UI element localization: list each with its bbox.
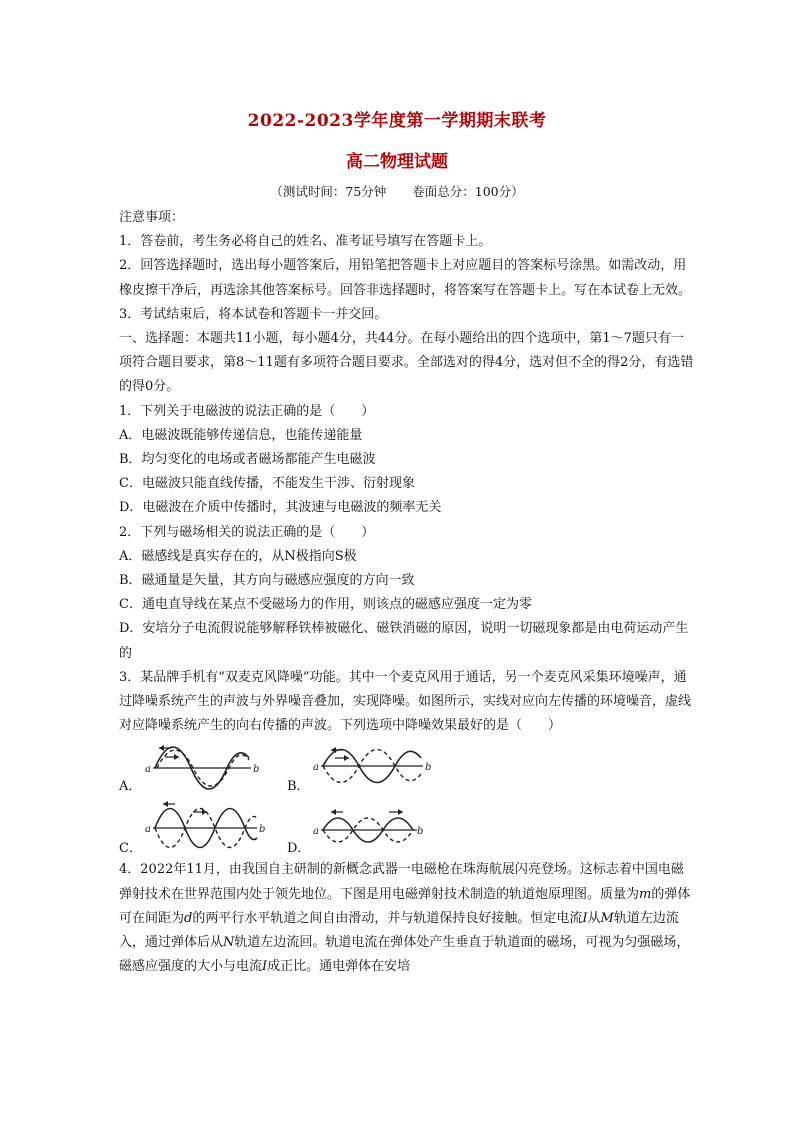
q4-var-d: d: [184, 910, 193, 926]
q1-option-b: B．均匀变化的电场或者磁场都能产生电磁波: [119, 452, 376, 468]
notice-item-2: 2．回答选择题时，选出每小题答案后，用铅笔把答题卡上对应题目的答案标号涂黑。如需改动，用橡皮擦干净后，再选涂其他答案标号。回答非选择题时，将答案写在答题卡上。写在本试卷上无效。: [119, 258, 692, 298]
point-b-label: b: [259, 824, 266, 836]
point-a-label: a: [313, 826, 319, 838]
q4-var-i: I: [582, 910, 588, 926]
point-a-label: a: [145, 824, 151, 836]
point-b-label: b: [417, 826, 424, 838]
q3-option-c-label: C．: [119, 841, 142, 857]
q3-stem: 3．某品牌手机有“双麦克风降噪”功能。其中一个麦克风用于通话，另一个麦克风采集环境噪声，通过降噪系统产生的声波与外界噪音叠加，实现降噪。如图所示，实线对应向左传播的环境噪音，虚线对应降噪系统产生的向右传播的声波。下列选项中降噪效果最好的是（ ）: [119, 669, 692, 734]
exam-subject: 高二物理试题: [346, 152, 448, 172]
q4-text-2: 的弹体可在间距为: [119, 886, 691, 926]
exam-meta: [0, 182, 794, 200]
q4-var-m-rail: M: [600, 910, 614, 926]
q4-text-1: 4．2022年11月，由我国自主研制的新概念武器一电磁枪在珠海航展闪亮登场。这标志着中国电磁弹射技术在世界范围内处于领先地位。下图是用电磁弹射技术制造的轨道炮原理图。质量为: [119, 862, 684, 902]
q3-option-b-label: B．: [287, 779, 310, 795]
point-a-label: a: [145, 764, 151, 776]
q3-figure-row-ab: [119, 738, 694, 796]
q4-text-3: 的两平行水平轨道之间自由滑动，并与轨道保持良好接触。恒定电流: [192, 910, 583, 926]
q4-text-7: 成正比。通电弹体在安培: [267, 959, 411, 975]
q3-option-b-wave-figure: [313, 742, 433, 794]
notice-item-3: 3．考试结束后，将本试卷和答题卡一并交回。: [119, 306, 388, 322]
notice-heading: 注意事项：: [119, 210, 185, 225]
test-time: （测试时间：75分钟: [270, 184, 387, 199]
section-intro: 一、选择题：本题共11小题，每小题4分，共44分。在每小题给出的四个选项中，第1～7题只有一项符合题目要求，第8～11题有多项符合题目要求。全部选对的得4分，选对但不全的得2分，有选错的得0分。: [119, 331, 694, 395]
q1-stem: 1．下列关于电磁波的说法正确的是（ ）: [119, 403, 375, 419]
q4-text-4: 从: [587, 910, 601, 926]
q4-text-5: 轨道左边流入，通过弹体后从: [119, 910, 679, 951]
q4-var-m: m: [639, 886, 652, 902]
q3-option-a-wave-figure: [145, 738, 261, 794]
q3-option-c-wave-figure: [145, 798, 267, 856]
point-b-label: b: [253, 764, 260, 776]
q3-option-d-label: D．: [287, 841, 311, 857]
q1-option-c: C．电磁波只能直线传播，不能发生干涉、衍射现象: [119, 476, 415, 492]
exam-body: [119, 206, 694, 979]
q2-option-d: D．安培分子电流假说能够解释铁棒被磁化、磁铁消磁的原因，说明一切磁现象都是由电荷运动产生的: [119, 621, 689, 661]
q2-option-a: A．磁感线是真实存在的，从N极指向S极: [119, 548, 357, 564]
notice-item-1: 1．答卷前，考生务必将自己的姓名、准考证号填写在答题卡上。: [119, 234, 492, 250]
total-score: 卷面总分：100分）: [412, 184, 524, 199]
q2-stem: 2．下列与磁场相关的说法正确的是（ ）: [119, 524, 375, 540]
q3-option-a-label: A．: [119, 779, 142, 795]
q2-option-c: C．通电直导线在某点不受磁场力的作用，则该点的磁感应强度一定为零: [119, 597, 532, 613]
exam-title: 2022-2023学年度第一学期期末联考: [247, 111, 547, 131]
q4-var-i-2: I: [262, 959, 268, 975]
q4-var-n-rail: N: [223, 935, 235, 951]
q2-option-b: B．磁通量是矢量，其方向与磁感应强度的方向一致: [119, 573, 415, 589]
q1-option-d: D．电磁波在介质中传播时，其波速与电磁波的频率无关: [119, 500, 442, 516]
point-a-label: a: [313, 762, 319, 774]
q1-option-a: A．电磁波既能够传递信息，也能传递能量: [119, 427, 363, 443]
point-b-label: b: [425, 762, 432, 774]
q3-option-d-wave-figure: [313, 806, 425, 852]
q4-stem: [119, 858, 694, 979]
q4-text-6: 轨道左边流回。轨道电流在弹体处产生垂直于轨道面的磁场，可视为匀强磁场，磁感应强度的大小与电流: [119, 935, 690, 975]
q3-figure-row-cd: [119, 796, 694, 858]
